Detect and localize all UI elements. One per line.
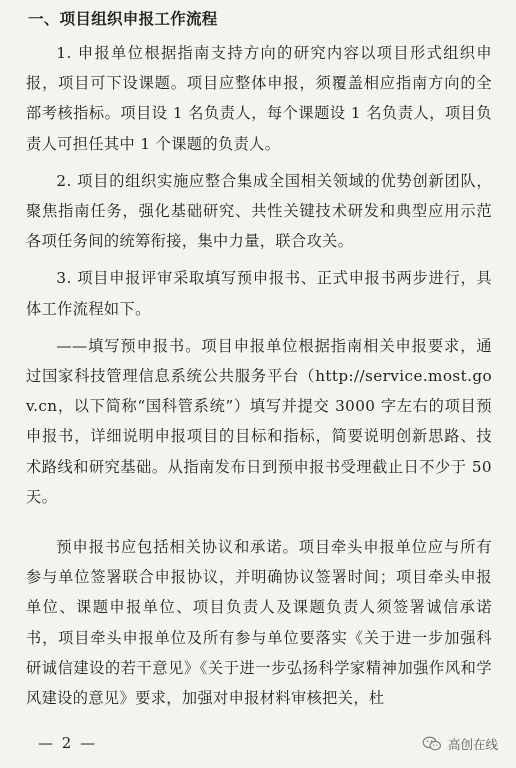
- source-watermark: [422, 735, 498, 753]
- paragraph-1: 1. 申报单位根据指南支持方向的研究内容以项目形式组织申报，项目可下设课题。项目应整体申报，须覆盖相应指南方向的全部考核指标。项目设 1 名负责人，每个课题设 1 名负责人，项目负责人可担任其中 1 个课题的负责人。: [26, 44, 492, 153]
- page-number: — 2 —: [38, 734, 98, 752]
- paragraph-5: 预申报书应包括相关协议和承诺。项目牵头申报单位应与所有参与单位签署联合申报协议，并明确协议签署时间；项目牵头申报单位、课题申报单位、项目负责人及课题负责人须签署诚信承诺书，项目牵头申报单位及所有参与单位要落实《关于进一步加强科研诚信建设的若干意见》《关于进一步弘扬科学家精神加强作风和学风建设的意见》要求，加强对申报材料审核把关，杜: [26, 538, 492, 708]
- paragraph-4: ——填写预申报书。项目申报单位根据指南相关申报要求，通过国家科技管理信息系统公共服务平台（http://service.most.gov.cn，以下简称“国科管系统”）填写并提交 3000 字左右的项目预申报书，详细说明申报项目的目标和指标，简要说明创新思路、技术路线和研究基础。从指南发布日到预申报书受理截止日不少于 50 天。: [26, 336, 492, 506]
- section-heading: 一、项目组织申报工作流程: [28, 10, 218, 28]
- wechat-icon: [422, 736, 442, 752]
- paragraph-3: 3. 项目申报评审采取填写预申报书、正式申报书两步进行，具体工作流程如下。: [26, 269, 492, 318]
- watermark-text: 高创在线: [447, 737, 498, 752]
- paragraph-2: 2. 项目的组织实施应整合集成全国相关领域的优势创新团队，聚焦指南任务，强化基础研究、共性关键技术研发和典型应用示范各项任务间的统筹衔接，集中力量，联合攻关。: [26, 171, 492, 251]
